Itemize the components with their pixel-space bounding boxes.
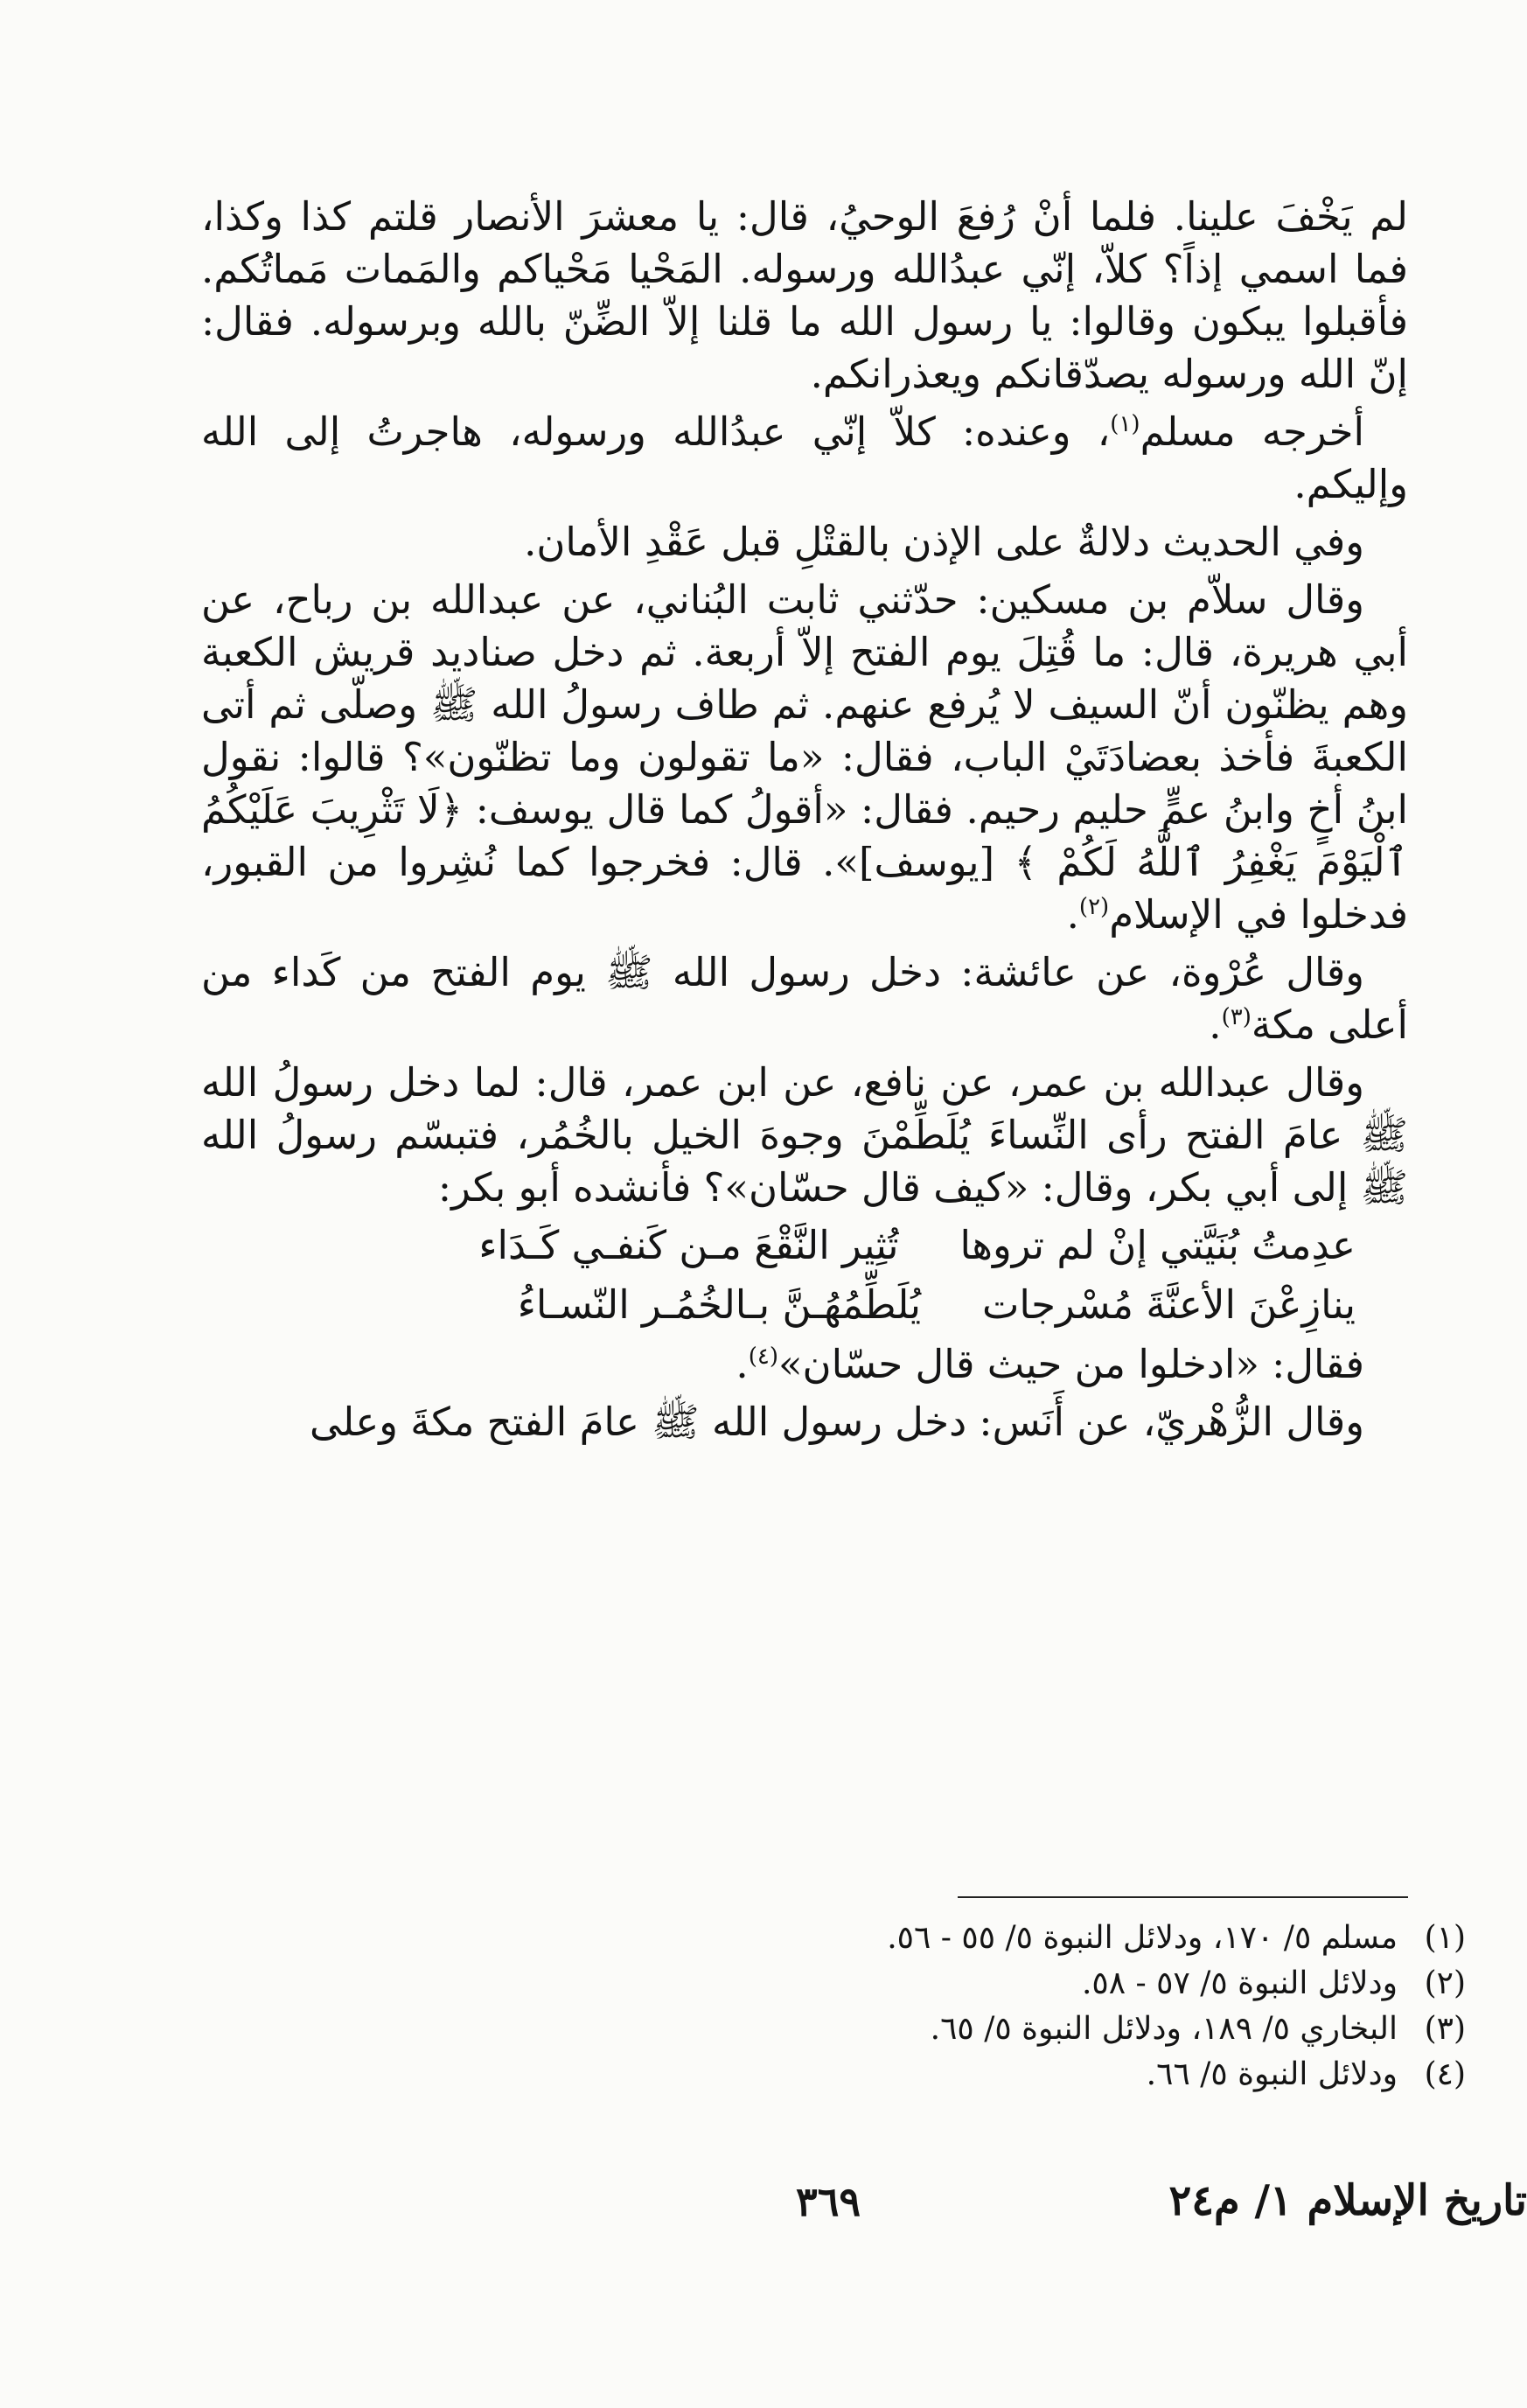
- running-footer: تاريخ الإسلام ١/ م٢٤: [1168, 2176, 1527, 2225]
- footnote-4: [679, 2052, 1466, 2097]
- footnotes: [679, 1916, 1466, 2097]
- paragraph-4-text: وقال سلاّم بن مسكين: حدّثني ثابت البُناني، عن عبدالله بن رباح، عن أبي هريرة، قال: ما قُتِلَ يوم الفتح إلاّ أربعة. ثم دخل صناديد قريش الكعبة وهم يظنّون أنّ السيف لا يُرفع عنهم. ثم طاف رسولُ الله ﷺ وصلّى ثم أتى الكعبةَ فأخذ بعضادَتَيْ الباب، فقال: «ما تقولون وما تظنّون»؟ قالوا: نقول ابنُ أخٍ وابنُ عمٍّ حليم رحيم. فقال: «أقولُ كما قال يوسف: ﴿لَا تَثْرِيبَ عَلَيْكُمُ ٱلْيَوْمَ يَغْفِرُ ٱللَّهُ لَكُمْ ﴾ [يوسف]». قال: فخرجوا كما نُشِروا من القبور، فدخلوا في الإسلام: [201, 576, 1408, 938]
- verse-1-first-hemistich: عدِمتُ بُنَيَّتي إنْ لم تروها: [959, 1222, 1356, 1268]
- footnote-3: [679, 2007, 1466, 2052]
- footnote-number: (٣): [1424, 2011, 1466, 2047]
- paragraph-2: [201, 406, 1408, 511]
- verse-1-second-hemistich: تُثِير النَّقْعَ مـن كَنفـي كَـدَاء: [478, 1222, 899, 1268]
- paragraph-2-text: أخرجه مسلم: [1140, 408, 1364, 455]
- paragraph-6: وقال عبدالله بن عمر، عن نافع، عن ابن عمر، قال: لما دخل رسولُ الله ﷺ عامَ الفتح رأى النِّساءَ يُلَطِّمْنَ وجوهَ الخيل بالخُمُر، فتبسّم رسولُ الله ﷺ إلى أبي بكر، وقال: «كيف قال حسّان»؟ فأنشده أبو بكر:: [201, 1059, 1408, 1211]
- footnote-divider: [958, 1896, 1408, 1898]
- paragraph-5: وقال عُرْوة، عن عائشة: دخل رسول الله ﷺ يوم الفتح من كَداء من أعلى مكة$^{(٣)}$.: [201, 949, 1408, 1048]
- footnote-text: ودلائل النبوة ٥/ ٦٦.: [1146, 2056, 1398, 2092]
- footnote-text: ودلائل النبوة ٥/ ٥٧ - ٥٨.: [1081, 1965, 1398, 2001]
- footnote-ref-4: (٤): [748, 1344, 778, 1370]
- footnote-text: البخاري ٥/ ١٨٩، ودلائل النبوة ٥/ ٦٥.: [930, 2011, 1398, 2047]
- poem-verse-2: [201, 1279, 1408, 1331]
- verse-2-second-hemistich: يُلَطِّمُهُـنَّ بـالخُمُـر النّسـاءُ: [517, 1281, 922, 1328]
- paragraph-2-rest: ، وعنده: كلاّ إنّي عبدُالله ورسوله، هاجرتُ إلى الله وإليكم.: [201, 408, 1408, 507]
- paragraph-5-text: وقال عُرْوة، عن عائشة: دخل رسول الله ﷺ يوم الفتح من كَداء من أعلى مكة: [201, 949, 1408, 1048]
- paragraph-4: وقال سلاّم بن مسكين: حدّثني ثابت البُناني، عن عبدالله بن رباح، عن أبي هريرة، قال: ما قُتِلَ يوم الفتح إلاّ أربعة. ثم دخل صناديد قريش الكعبة وهم يظنّون أنّ السيف لا يُرفع عنهم. ثم طاف رسولُ الله ﷺ وصلّى ثم أتى الكعبةَ فأخذ بعضادَتَيْ الباب، فقال: «ما تقولون وما تظنّون»؟ قالوا: نقول ابنُ أخٍ وابنُ عمٍّ حليم رحيم. فقال: «أقولُ كما قال يوسف: ﴿لَا تَثْرِيبَ عَلَيْكُمُ ٱلْيَوْمَ يَغْفِرُ ٱللَّهُ لَكُمْ ﴾ [يوسف]». قال: فخرجوا كما نُشِروا من القبور، فدخلوا في الإسلام$^{(٢)}$.: [201, 576, 1408, 938]
- page-number: ٣٦٩: [796, 2178, 861, 2225]
- footnote-ref-1: (١): [1110, 411, 1140, 437]
- paragraph-3: وفي الحديث دلالةٌ على الإذن بالقتْلِ قبل عَقْدِ الأمان.: [524, 519, 1364, 565]
- poem-verse-1: [201, 1219, 1408, 1272]
- main-text: [201, 191, 1408, 1454]
- paragraph-8: وقال الزُّهْريّ، عن أَنَس: دخل رسول الله ﷺ عامَ الفتح مكةَ وعلى: [309, 1399, 1364, 1445]
- verse-2-first-hemistich: ينازِعْنَ الأعنَّةَ مُسْرجات: [982, 1281, 1356, 1328]
- paragraph-1: لم يَخْفَ علينا. فلما أنْ رُفعَ الوحيُ، قال: يا معشرَ الأنصار قلتم كذا وكذا، فما اسمي إذاً؟ كلاّ، إنّي عبدُالله ورسوله. المَحْيا مَحْياكم والمَمات مَماتُكم. فأقبلوا يبكون وقالوا: يا رسول الله ما قلنا إلاّ الضِّنّ بالله وبرسوله. فقال: إنّ الله ورسوله يصدّقانكم ويعذرانكم.: [201, 193, 1408, 397]
- paragraph-7: فقال: «ادخلوا من حيث قال حسّان»$^{(٤)}$.: [736, 1341, 1364, 1387]
- footnote-1: [679, 1916, 1466, 1961]
- footnote-2: [679, 1961, 1466, 2007]
- footnote-number: (١): [1424, 1920, 1466, 1956]
- footnote-number: (٤): [1424, 2056, 1466, 2092]
- footnote-ref-2: (٢): [1078, 894, 1110, 920]
- footnote-number: (٢): [1424, 1965, 1466, 2001]
- footnote-ref-3: (٣): [1221, 1004, 1252, 1030]
- paragraph-7-text: فقال: «ادخلوا من حيث قال حسّان»: [777, 1341, 1364, 1387]
- footnote-text: مسلم ٥/ ١٧٠، ودلائل النبوة ٥/ ٥٥ - ٥٦.: [887, 1920, 1398, 1956]
